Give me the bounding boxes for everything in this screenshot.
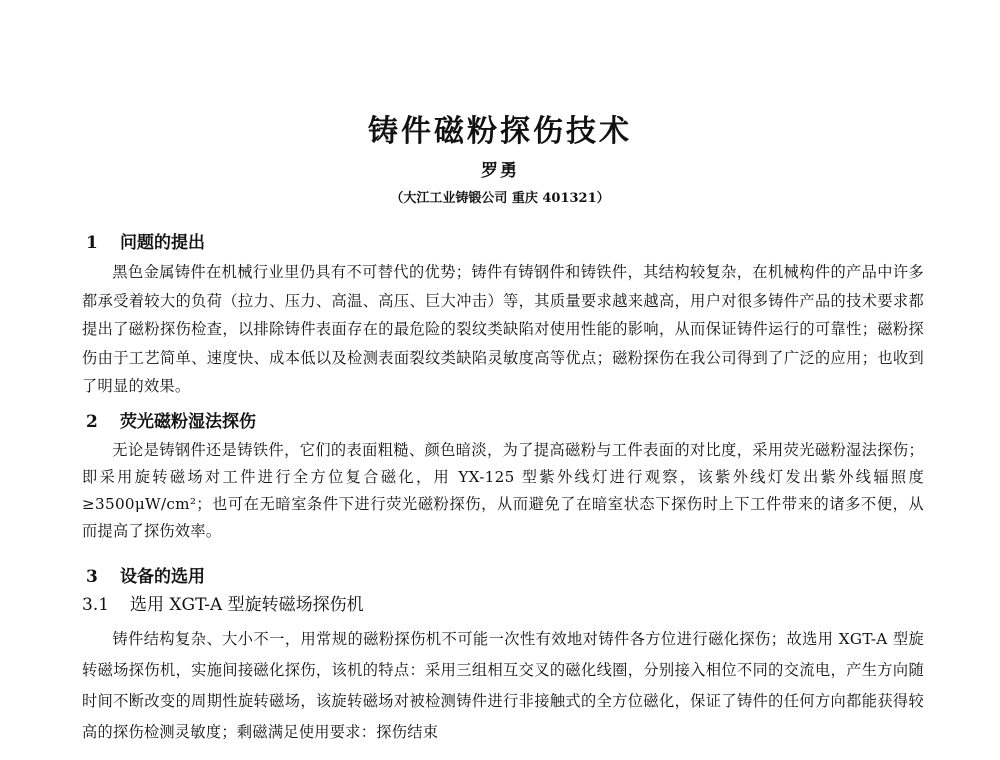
section-3-title: 设备的选用 (120, 567, 205, 587)
section-2-number: 2 (86, 412, 98, 432)
section-1-paragraph: 黑色金属铸件在机械行业里仍具有不可替代的优势；铸件有铸钢件和铸铁件，其结构较复杂，在机械构件的产品中许多都承受着较大的负荷（拉力、压力、高温、高压、巨大冲击）等，其质量要求越来越高，用户对很多铸件产品的技术要求都提出了磁粉探伤检查，以排除铸件表面存在的最危险的裂纹类缺陷对使用性能的影响，从而保证铸件运行的可靠性；磁粉探伤由于工艺简单、速度快、成本低以及检测表面裂纹类缺陷灵敏度高等优点；磁粉探伤在我公司得到了广泛的应用；也收到了明显的效果。 (82, 263, 924, 395)
paper-author: 罗勇 (481, 161, 519, 181)
paper-title: 铸件磁粉探伤技术 (368, 114, 632, 149)
section-1-heading (86, 230, 205, 256)
section-1-title: 问题的提出 (120, 233, 205, 253)
section-2-heading (86, 409, 256, 435)
section-2-title: 荧光磁粉湿法探伤 (120, 412, 256, 432)
subsection-3-1-title: 选用 XGT-A 型旋转磁场探伤机 (130, 595, 364, 615)
subsection-3-1-number: 3.1 (82, 595, 110, 615)
section-3-number: 3 (86, 567, 98, 587)
section-2-paragraph: 无论是铸钢件还是铸铁件，它们的表面粗糙、颜色暗淡，为了提高磁粉与工件表面的对比度，采用荧光磁粉湿法探伤；即采用旋转磁场对工件进行全方位复合磁化，用 YX-125 型紫外线灯进行观察，该紫外线灯发出紫外线辐照度≥3500μW/cm²；也可在无暗室条件下进行荧光磁粉探伤，从而避免了在暗室状态下探伤时上下工件带来的诸多不便，从而提高了探伤效率。 (82, 441, 924, 540)
paper-affiliation: （大江工业铸锻公司 重庆 401321） (390, 191, 610, 206)
section-3-heading (86, 564, 205, 590)
section-1-number: 1 (86, 233, 98, 253)
subsection-3-1-heading (82, 592, 364, 618)
subsection-3-1-paragraph: 铸件结构复杂、大小不一，用常规的磁粉探伤机不可能一次性有效地对铸件各方位进行磁化探伤；故选用 XGT-A 型旋转磁场探伤机，实施间接磁化探伤，该机的特点：采用三组相互交叉的磁化线圈，分别接入相位不同的交流电，产生方向随时间不断改变的周期性旋转磁场，该旋转磁场对被检测铸件进行非接触式的全方位磁化，保证了铸件的任何方向都能获得较高的探伤检测灵敏度；剩磁满足使用要求：探伤结束 (82, 630, 924, 741)
